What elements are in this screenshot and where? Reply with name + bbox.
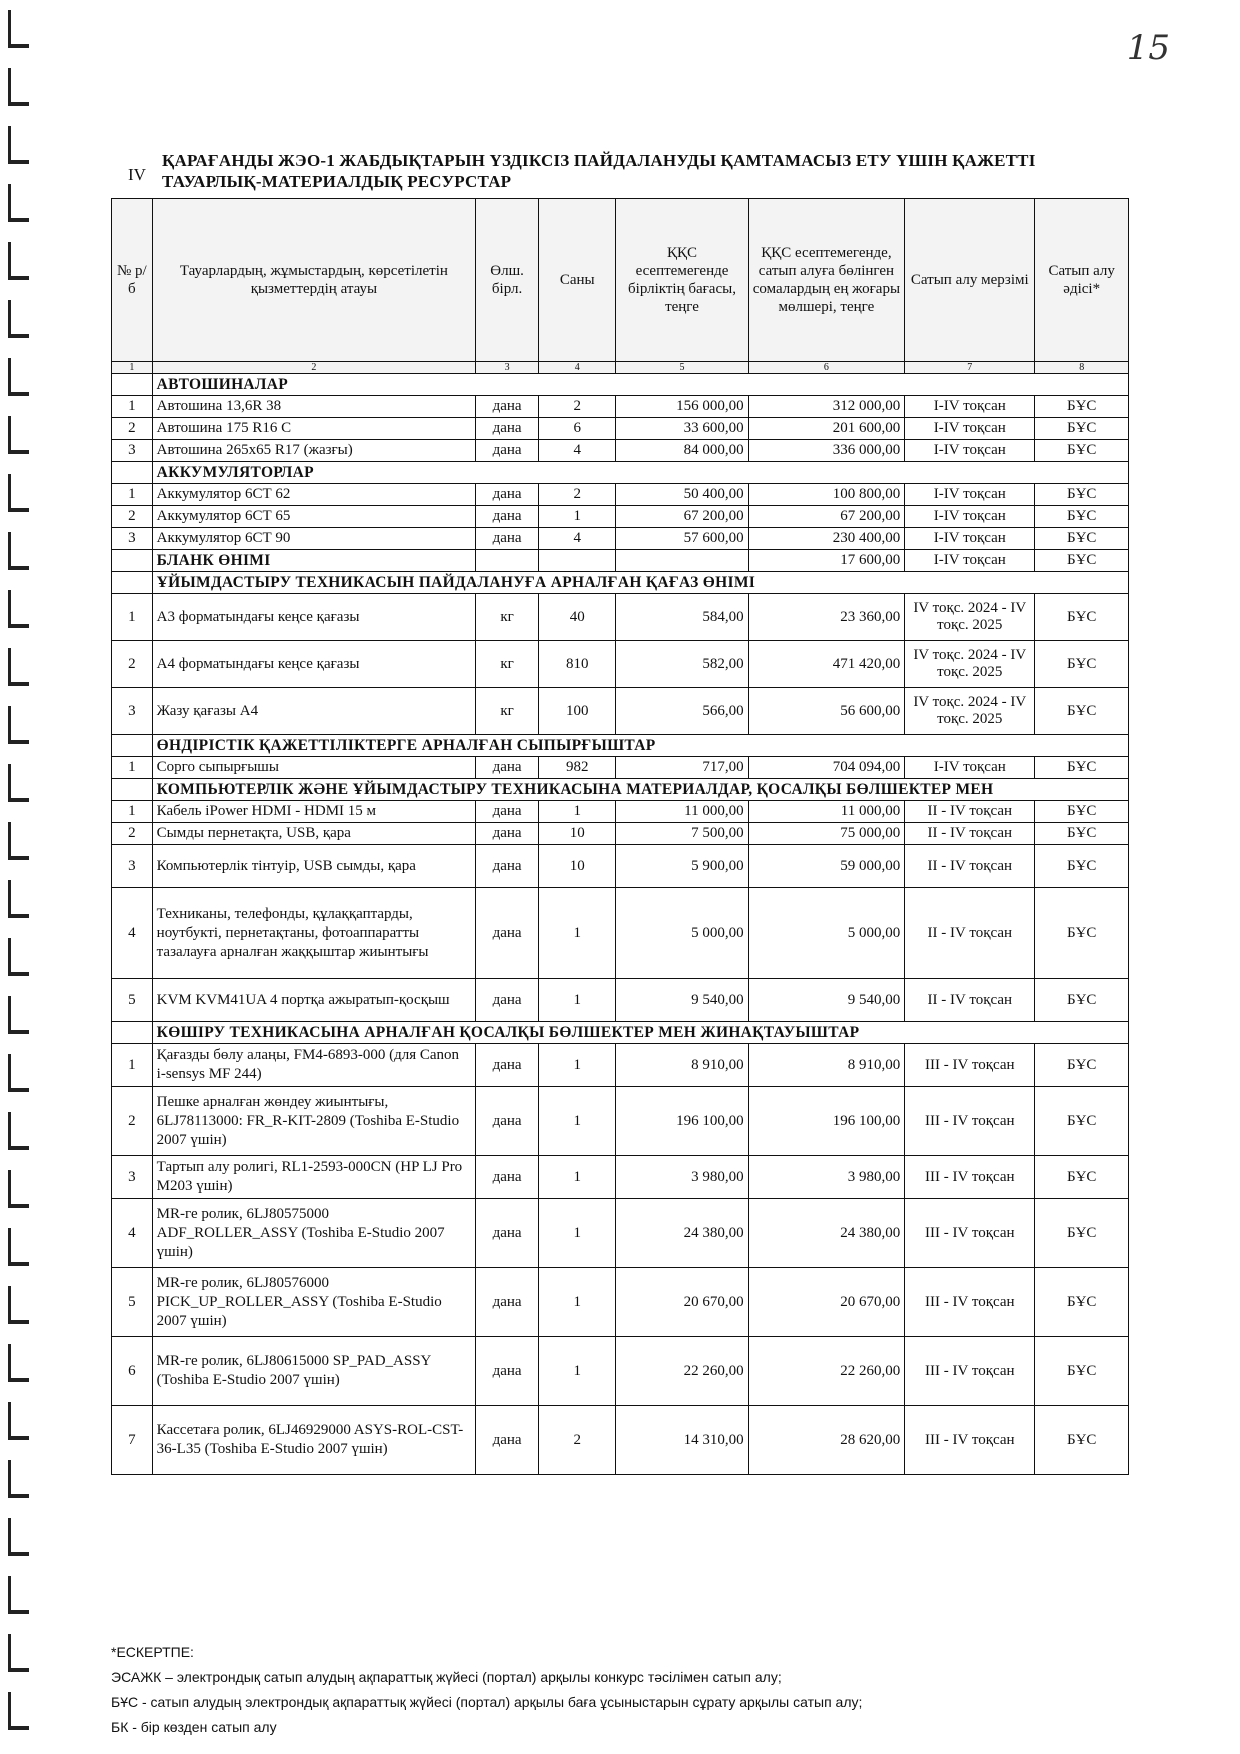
method-cell: БҰС	[1035, 396, 1129, 418]
col-number: 6	[748, 362, 905, 374]
unit-cell: дана	[476, 1268, 539, 1337]
binder-clip	[8, 1460, 29, 1498]
qty-cell: 982	[539, 757, 616, 779]
binder-clip	[8, 126, 29, 164]
unit-cell: дана	[476, 1199, 539, 1268]
binder-clip	[8, 1344, 29, 1382]
period-cell: III - IV тоқсан	[905, 1199, 1035, 1268]
table-row	[112, 1087, 1129, 1156]
item-name: MR-ге ролик, 6LJ80576000 PICK_UP_ROLLER_ASSY (Toshiba E-Studio 2007 үшін)	[152, 1268, 475, 1337]
qty-cell: 1	[539, 1087, 616, 1156]
binder-clip	[8, 68, 29, 106]
price-cell: 5 000,00	[616, 888, 748, 979]
table-row	[112, 823, 1129, 845]
section-num-cell	[112, 1022, 153, 1044]
amount-cell: 5 000,00	[748, 888, 905, 979]
price-cell: 7 500,00	[616, 823, 748, 845]
section-num-cell	[112, 550, 153, 572]
price-cell: 5 900,00	[616, 845, 748, 888]
section-num-cell	[112, 779, 153, 801]
price-cell: 11 000,00	[616, 801, 748, 823]
section-num-cell	[112, 572, 153, 594]
qty-cell: 1	[539, 801, 616, 823]
period-cell: III - IV тоқсан	[905, 1087, 1035, 1156]
qty-cell: 2	[539, 1406, 616, 1475]
period-cell: III - IV тоқсан	[905, 1268, 1035, 1337]
row-number: 3	[112, 688, 153, 735]
amount-cell: 67 200,00	[748, 506, 905, 528]
period-cell: I-IV тоқсан	[905, 550, 1035, 572]
footnote-line: БК - бір көзден сатып алу	[111, 1719, 277, 1735]
table-row	[112, 1337, 1129, 1406]
period-cell: IV тоқс. 2024 - IV тоқс. 2025	[905, 594, 1035, 641]
qty-cell: 4	[539, 440, 616, 462]
binder-clip	[8, 648, 29, 686]
period-cell: I-IV тоқсан	[905, 757, 1035, 779]
period-cell: III - IV тоқсан	[905, 1337, 1035, 1406]
amount-cell: 59 000,00	[748, 845, 905, 888]
amount-cell: 11 000,00	[748, 801, 905, 823]
row-number: 1	[112, 757, 153, 779]
period-cell: II - IV тоқсан	[905, 888, 1035, 979]
period-cell: I-IV тоқсан	[905, 484, 1035, 506]
unit-cell: дана	[476, 757, 539, 779]
period-cell: I-IV тоқсан	[905, 418, 1035, 440]
method-cell: БҰС	[1035, 528, 1129, 550]
method-cell: БҰС	[1035, 440, 1129, 462]
table-row	[112, 979, 1129, 1022]
method-cell: БҰС	[1035, 888, 1129, 979]
table-row	[112, 845, 1129, 888]
header-name: Тауарлардың, жұмыстардың, көрсетілетін қызметтердің атауы	[152, 199, 475, 362]
binder-clips	[0, 0, 40, 1754]
amount-cell: 336 000,00	[748, 440, 905, 462]
document-title: ҚАРАҒАНДЫ ЖЭО-1 ЖАБДЫҚТАРЫН ҮЗДІКСІЗ ПАЙДАЛАНУДЫ ҚАМТАМАСЫЗ ЕТУ ҮШІН ҚАЖЕТТІ ТАУАРЛЫҚ-МАТЕРИАЛДЫҚ РЕСУРСТАР	[162, 151, 1036, 191]
table-row	[112, 1156, 1129, 1199]
method-cell: БҰС	[1035, 1406, 1129, 1475]
unit-cell: дана	[476, 979, 539, 1022]
amount-cell: 28 620,00	[748, 1406, 905, 1475]
table-row	[112, 418, 1129, 440]
section-title: АВТОШИНАЛАР	[152, 374, 1128, 396]
method-cell: БҰС	[1035, 641, 1129, 688]
row-number: 5	[112, 979, 153, 1022]
binder-clip	[8, 590, 29, 628]
method-cell: БҰС	[1035, 1268, 1129, 1337]
binder-clip	[8, 1112, 29, 1150]
section-title: ҰЙЫМДАСТЫРУ ТЕХНИКАСЫН ПАЙДАЛАНУҒА АРНАЛҒАН ҚАҒАЗ ӨНІМІ	[152, 572, 1128, 594]
unit-cell: дана	[476, 1156, 539, 1199]
binder-clip	[8, 1692, 29, 1730]
section-title: КӨШІРУ ТЕХНИКАСЫНА АРНАЛҒАН ҚОСАЛҚЫ БӨЛШЕКТЕР МЕН ЖИНАҚТАУЫШТАР	[152, 1022, 1128, 1044]
table-row	[112, 1044, 1129, 1087]
amount-cell: 9 540,00	[748, 979, 905, 1022]
amount-cell: 56 600,00	[748, 688, 905, 735]
item-name: Кассетаға ролик, 6LJ46929000 ASYS-ROL-CST-36-L35 (Toshiba E-Studio 2007 үшін)	[152, 1406, 475, 1475]
row-number: 1	[112, 1044, 153, 1087]
section-title: ӨНДІРІСТІК ҚАЖЕТТІЛІКТЕРГЕ АРНАЛҒАН СЫПЫРҒЫШТАР	[152, 735, 1128, 757]
section-row	[112, 735, 1129, 757]
qty-cell	[539, 550, 616, 572]
qty-cell: 1	[539, 888, 616, 979]
price-cell: 8 910,00	[616, 1044, 748, 1087]
binder-clip	[8, 1518, 29, 1556]
binder-clip	[8, 822, 29, 860]
row-number: 3	[112, 845, 153, 888]
amount-cell: 24 380,00	[748, 1199, 905, 1268]
row-number: 4	[112, 888, 153, 979]
item-name: Автошина 13,6R 38	[152, 396, 475, 418]
unit-cell: кг	[476, 594, 539, 641]
price-cell	[616, 550, 748, 572]
resources-table	[111, 198, 1129, 1475]
unit-cell: дана	[476, 1087, 539, 1156]
table-row	[112, 506, 1129, 528]
header-unit: Өлш. бірл.	[476, 199, 539, 362]
item-name: Жазу қағазы А4	[152, 688, 475, 735]
unit-cell: дана	[476, 888, 539, 979]
col-number: 8	[1035, 362, 1129, 374]
table-row	[112, 440, 1129, 462]
method-cell: БҰС	[1035, 688, 1129, 735]
unit-cell: дана	[476, 1406, 539, 1475]
amount-cell: 23 360,00	[748, 594, 905, 641]
qty-cell: 1	[539, 1337, 616, 1406]
qty-cell: 10	[539, 823, 616, 845]
period-cell: II - IV тоқсан	[905, 845, 1035, 888]
table-row	[112, 888, 1129, 979]
period-cell: III - IV тоқсан	[905, 1406, 1035, 1475]
header-max-amount: ҚҚС есептемегенде, сатып алуға бөлінген сомалардың ең жоғары мөлшері, теңге	[748, 199, 905, 362]
price-cell: 20 670,00	[616, 1268, 748, 1337]
method-cell: БҰС	[1035, 1044, 1129, 1087]
qty-cell: 1	[539, 506, 616, 528]
unit-cell: дана	[476, 396, 539, 418]
method-cell: БҰС	[1035, 418, 1129, 440]
row-number: 3	[112, 440, 153, 462]
header-period: Сатып алу мерзімі	[905, 199, 1035, 362]
period-cell: III - IV тоқсан	[905, 1156, 1035, 1199]
price-cell: 14 310,00	[616, 1406, 748, 1475]
row-number: 3	[112, 1156, 153, 1199]
price-cell: 57 600,00	[616, 528, 748, 550]
footnote-line: ЭСАЖК – электрондық сатып алудың ақпараттық жүйесі (портал) арқылы конкурс тәсілімен сатып алу;	[111, 1669, 782, 1685]
amount-cell: 75 000,00	[748, 823, 905, 845]
qty-cell: 4	[539, 528, 616, 550]
binder-clip	[8, 996, 29, 1034]
header-unit-price: ҚҚС есептемегенде бірліктің бағасы, теңге	[616, 199, 748, 362]
binder-clip	[8, 1402, 29, 1440]
binder-clip	[8, 300, 29, 338]
price-cell: 50 400,00	[616, 484, 748, 506]
row-number: 4	[112, 1199, 153, 1268]
row-number: 1	[112, 396, 153, 418]
header-num: № р/б	[112, 199, 153, 362]
binder-clip	[8, 1286, 29, 1324]
item-name: MR-ге ролик, 6LJ80575000 ADF_ROLLER_ASSY (Toshiba E-Studio 2007 үшін)	[152, 1199, 475, 1268]
method-cell: БҰС	[1035, 1199, 1129, 1268]
row-number: 2	[112, 1087, 153, 1156]
table-row	[112, 528, 1129, 550]
binder-clip	[8, 10, 29, 48]
table-row	[112, 594, 1129, 641]
col-number: 4	[539, 362, 616, 374]
row-number: 1	[112, 594, 153, 641]
price-cell: 33 600,00	[616, 418, 748, 440]
item-name: KVM KVM41UA 4 портқа ажыратып-қосқыш	[152, 979, 475, 1022]
section-num-cell	[112, 735, 153, 757]
table-row	[112, 1268, 1129, 1337]
qty-cell: 1	[539, 1199, 616, 1268]
unit-cell: дана	[476, 528, 539, 550]
period-cell: II - IV тоқсан	[905, 979, 1035, 1022]
price-cell: 156 000,00	[616, 396, 748, 418]
unit-cell: дана	[476, 1044, 539, 1087]
unit-cell	[476, 550, 539, 572]
section-roman-numeral: IV	[128, 165, 146, 184]
item-name: Компьютерлік тінтуір, USB сымды, қара	[152, 845, 475, 888]
item-name: Автошина 265х65 R17 (жазғы)	[152, 440, 475, 462]
method-cell: БҰС	[1035, 823, 1129, 845]
amount-cell: 196 100,00	[748, 1087, 905, 1156]
unit-cell: дана	[476, 418, 539, 440]
item-name: Қағазды бөлу алаңы, FM4-6893-000 (для Canon i-sensys MF 244)	[152, 1044, 475, 1087]
unit-cell: дана	[476, 1337, 539, 1406]
qty-cell: 1	[539, 1156, 616, 1199]
period-cell: I-IV тоқсан	[905, 506, 1035, 528]
qty-cell: 2	[539, 396, 616, 418]
amount-cell: 201 600,00	[748, 418, 905, 440]
table-row	[112, 1406, 1129, 1475]
price-cell: 582,00	[616, 641, 748, 688]
amount-cell: 100 800,00	[748, 484, 905, 506]
item-name: Сымды пернетақта, USB, қара	[152, 823, 475, 845]
unit-cell: дана	[476, 845, 539, 888]
col-number: 2	[152, 362, 475, 374]
amount-cell: 20 670,00	[748, 1268, 905, 1337]
table-row	[112, 757, 1129, 779]
unit-cell: кг	[476, 641, 539, 688]
item-name: А4 форматындағы кеңсе қағазы	[152, 641, 475, 688]
binder-clip	[8, 532, 29, 570]
price-cell: 3 980,00	[616, 1156, 748, 1199]
col-number: 5	[616, 362, 748, 374]
row-number: 2	[112, 823, 153, 845]
price-cell: 84 000,00	[616, 440, 748, 462]
unit-cell: кг	[476, 688, 539, 735]
binder-clip	[8, 706, 29, 744]
price-cell: 584,00	[616, 594, 748, 641]
item-name: Аккумулятор 6СТ 90	[152, 528, 475, 550]
method-cell: БҰС	[1035, 484, 1129, 506]
table-row	[112, 641, 1129, 688]
method-cell: БҰС	[1035, 1156, 1129, 1199]
section-row	[112, 572, 1129, 594]
price-cell: 67 200,00	[616, 506, 748, 528]
price-cell: 24 380,00	[616, 1199, 748, 1268]
method-cell: БҰС	[1035, 594, 1129, 641]
page-number: 15	[1126, 28, 1170, 68]
qty-cell: 1	[539, 979, 616, 1022]
qty-cell: 10	[539, 845, 616, 888]
period-cell: I-IV тоқсан	[905, 528, 1035, 550]
method-cell: БҰС	[1035, 801, 1129, 823]
item-name: MR-ге ролик, 6LJ80615000 SP_PAD_ASSY (Toshiba E-Studio 2007 үшін)	[152, 1337, 475, 1406]
section-title: КОМПЬЮТЕРЛІК ЖӘНЕ ҰЙЫМДАСТЫРУ ТЕХНИКАСЫНА МАТЕРИАЛДАР, ҚОСАЛҚЫ БӨЛШЕКТЕР МЕН	[152, 779, 1128, 801]
table-row	[112, 1199, 1129, 1268]
qty-cell: 810	[539, 641, 616, 688]
footnote-line: БҰС - сатып алудың электрондық ақпараттық жүйесі (портал) арқылы баға ұсыныстарын сұрату арқылы сатып алу;	[111, 1694, 863, 1710]
table-body	[112, 374, 1129, 1475]
row-number: 2	[112, 641, 153, 688]
section-row	[112, 374, 1129, 396]
amount-cell: 471 420,00	[748, 641, 905, 688]
item-name: Автошина 175 R16 С	[152, 418, 475, 440]
price-cell: 22 260,00	[616, 1337, 748, 1406]
item-name: Аккумулятор 6СТ 65	[152, 506, 475, 528]
method-cell: БҰС	[1035, 1087, 1129, 1156]
col-number: 7	[905, 362, 1035, 374]
method-cell: БҰС	[1035, 979, 1129, 1022]
qty-cell: 100	[539, 688, 616, 735]
item-name: Тартып алу ролигі, RL1-2593-000CN (HP LJ Pro M203 үшін)	[152, 1156, 475, 1199]
unit-cell: дана	[476, 484, 539, 506]
footnotes	[111, 1640, 862, 1740]
price-cell: 196 100,00	[616, 1087, 748, 1156]
unit-cell: дана	[476, 440, 539, 462]
row-number: 3	[112, 528, 153, 550]
binder-clip	[8, 416, 29, 454]
row-number: 1	[112, 801, 153, 823]
header-qty: Саны	[539, 199, 616, 362]
method-cell: БҰС	[1035, 757, 1129, 779]
binder-clip	[8, 184, 29, 222]
method-cell: БҰС	[1035, 1337, 1129, 1406]
qty-cell: 1	[539, 1268, 616, 1337]
unit-cell: дана	[476, 506, 539, 528]
section-title: АККУМУЛЯТОРЛАР	[152, 462, 1128, 484]
binder-clip	[8, 764, 29, 802]
footnote-heading: *ЕСКЕРТПЕ:	[111, 1644, 194, 1660]
binder-clip	[8, 1576, 29, 1614]
table-row	[112, 801, 1129, 823]
binder-clip	[8, 1634, 29, 1672]
section-row	[112, 779, 1129, 801]
section-num-cell	[112, 374, 153, 396]
table-row	[112, 688, 1129, 735]
item-name: Аккумулятор 6СТ 62	[152, 484, 475, 506]
item-name: Техниканы, телефонды, құлаққаптарды, ноутбукті, пернетақтаны, фотоаппаратты тазалауға арналған жаққыштар жиынтығы	[152, 888, 475, 979]
amount-cell: 704 094,00	[748, 757, 905, 779]
period-cell: IV тоқс. 2024 - IV тоқс. 2025	[905, 688, 1035, 735]
unit-cell: дана	[476, 823, 539, 845]
binder-clip	[8, 1170, 29, 1208]
method-cell: БҰС	[1035, 550, 1129, 572]
period-cell: I-IV тоқсан	[905, 440, 1035, 462]
col-number: 3	[476, 362, 539, 374]
item-name: А3 форматындағы кеңсе қағазы	[152, 594, 475, 641]
section-row	[112, 462, 1129, 484]
row-number: 7	[112, 1406, 153, 1475]
binder-clip	[8, 1054, 29, 1092]
item-name: Кабель iPower HDMI - HDMI 15 м	[152, 801, 475, 823]
method-cell: БҰС	[1035, 845, 1129, 888]
period-cell: I-IV тоқсан	[905, 396, 1035, 418]
section-title: БЛАНК ӨНІМІ	[152, 550, 475, 572]
price-cell: 717,00	[616, 757, 748, 779]
amount-cell: 230 400,00	[748, 528, 905, 550]
table-row	[112, 396, 1129, 418]
binder-clip	[8, 474, 29, 512]
amount-cell: 22 260,00	[748, 1337, 905, 1406]
amount-cell: 312 000,00	[748, 396, 905, 418]
binder-clip	[8, 880, 29, 918]
section-num-cell	[112, 462, 153, 484]
section-row	[112, 550, 1129, 572]
unit-cell: дана	[476, 801, 539, 823]
binder-clip	[8, 938, 29, 976]
method-cell: БҰС	[1035, 506, 1129, 528]
period-cell: II - IV тоқсан	[905, 823, 1035, 845]
price-cell: 566,00	[616, 688, 748, 735]
qty-cell: 2	[539, 484, 616, 506]
item-name: Сорго сыпырғышы	[152, 757, 475, 779]
row-number: 2	[112, 418, 153, 440]
qty-cell: 40	[539, 594, 616, 641]
period-cell: IV тоқс. 2024 - IV тоқс. 2025	[905, 641, 1035, 688]
amount-cell: 17 600,00	[748, 550, 905, 572]
col-number: 1	[112, 362, 153, 374]
row-number: 6	[112, 1337, 153, 1406]
amount-cell: 3 980,00	[748, 1156, 905, 1199]
price-cell: 9 540,00	[616, 979, 748, 1022]
item-name: Пешке арналған жөндеу жиынтығы, 6LJ78113000: FR_R-KIT-2809 (Toshiba E-Studio 2007 үшін)	[152, 1087, 475, 1156]
binder-clip	[8, 242, 29, 280]
row-number: 1	[112, 484, 153, 506]
qty-cell: 6	[539, 418, 616, 440]
row-number: 5	[112, 1268, 153, 1337]
qty-cell: 1	[539, 1044, 616, 1087]
period-cell: III - IV тоқсан	[905, 1044, 1035, 1087]
row-number: 2	[112, 506, 153, 528]
section-row	[112, 1022, 1129, 1044]
period-cell: II - IV тоқсан	[905, 801, 1035, 823]
header-method: Сатып алу әдісі*	[1035, 199, 1129, 362]
amount-cell: 8 910,00	[748, 1044, 905, 1087]
table-row	[112, 484, 1129, 506]
binder-clip	[8, 1228, 29, 1266]
binder-clip	[8, 358, 29, 396]
